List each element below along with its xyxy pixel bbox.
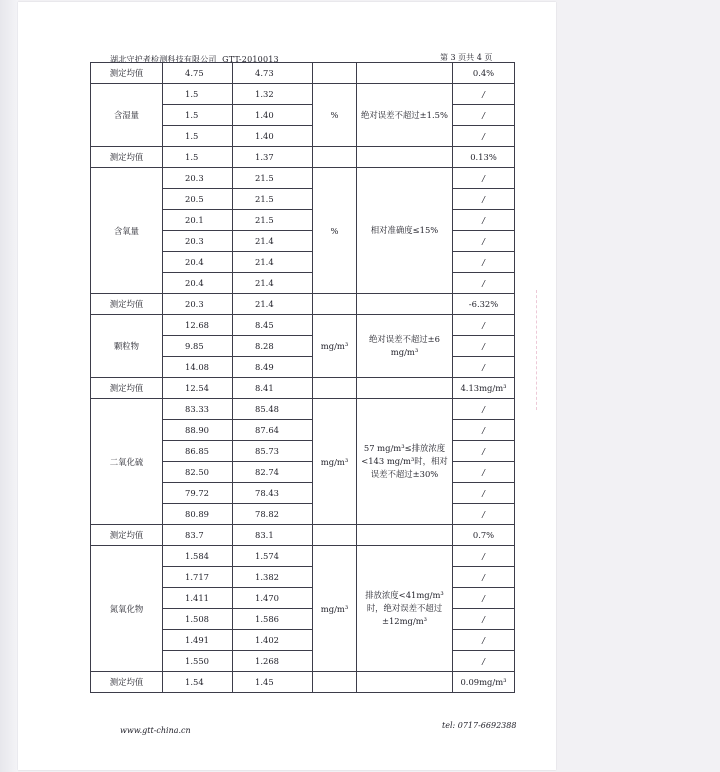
reference-value: 1.54	[163, 672, 233, 693]
measured-value: 1.470	[233, 588, 313, 609]
parameter-name: 含湿量	[91, 84, 163, 147]
reference-value: 86.85	[163, 441, 233, 462]
result-cell: /	[453, 84, 515, 105]
reference-value: 80.89	[163, 504, 233, 525]
measured-value: 1.40	[233, 105, 313, 126]
measured-value: 85.48	[233, 399, 313, 420]
measured-value: 78.82	[233, 504, 313, 525]
average-label: 测定均值	[91, 525, 163, 546]
reference-value: 20.3	[163, 294, 233, 315]
result-cell: /	[453, 357, 515, 378]
result-value: 0.7%	[453, 525, 515, 546]
result-cell: /	[453, 441, 515, 462]
reference-value: 1.584	[163, 546, 233, 567]
measured-value: 4.73	[233, 63, 313, 84]
reference-value: 1.5	[163, 126, 233, 147]
edge-stamp-mark	[536, 290, 563, 410]
reference-value: 4.75	[163, 63, 233, 84]
measured-value: 83.1	[233, 525, 313, 546]
unit-cell-empty	[313, 672, 357, 693]
unit-cell-empty	[313, 63, 357, 84]
unit-cell-empty	[313, 525, 357, 546]
result-cell: /	[453, 630, 515, 651]
requirement-cell-empty	[357, 672, 453, 693]
measured-value: 1.574	[233, 546, 313, 567]
reference-value: 20.3	[163, 168, 233, 189]
result-cell: /	[453, 126, 515, 147]
result-cell: /	[453, 504, 515, 525]
footer-telephone: tel: 0717-6692388	[442, 721, 517, 730]
measured-value: 21.5	[233, 210, 313, 231]
average-row	[91, 525, 515, 546]
measured-value: 21.4	[233, 273, 313, 294]
unit-cell-empty	[313, 294, 357, 315]
reference-value: 1.491	[163, 630, 233, 651]
result-cell: /	[453, 483, 515, 504]
requirement-cell: 排放浓度<41mg/m³时，绝对误差不超过±12mg/m³	[357, 546, 453, 672]
reference-value: 83.33	[163, 399, 233, 420]
reference-value: 12.54	[163, 378, 233, 399]
measured-value: 21.5	[233, 189, 313, 210]
result-cell: /	[453, 567, 515, 588]
reference-value: 20.1	[163, 210, 233, 231]
result-cell: /	[453, 189, 515, 210]
result-cell: /	[453, 399, 515, 420]
result-value: 0.4%	[453, 63, 515, 84]
measured-value: 1.32	[233, 84, 313, 105]
requirement-cell-empty	[357, 63, 453, 84]
company-name: 湖北守护者检测科技有限公司	[110, 55, 217, 64]
measured-value: 82.74	[233, 462, 313, 483]
table-row	[91, 315, 515, 336]
measurement-table	[90, 62, 515, 693]
parameter-name: 氮氧化物	[91, 546, 163, 672]
average-label: 测定均值	[91, 294, 163, 315]
result-value: 0.13%	[453, 147, 515, 168]
reference-value: 1.717	[163, 567, 233, 588]
unit-cell: mg/m³	[313, 315, 357, 378]
result-cell: /	[453, 210, 515, 231]
result-value: -6.32%	[453, 294, 515, 315]
reference-value: 1.550	[163, 651, 233, 672]
requirement-cell-empty	[357, 294, 453, 315]
footer-website: www.gtt-china.cn	[120, 726, 191, 735]
average-row	[91, 147, 515, 168]
parameter-name: 二氧化硫	[91, 399, 163, 525]
average-row	[91, 672, 515, 693]
measured-value: 8.28	[233, 336, 313, 357]
result-cell: /	[453, 462, 515, 483]
average-label: 测定均值	[91, 672, 163, 693]
requirement-cell-empty	[357, 147, 453, 168]
reference-value: 20.5	[163, 189, 233, 210]
reference-value: 20.4	[163, 273, 233, 294]
unit-cell: mg/m³	[313, 546, 357, 672]
measured-value: 8.49	[233, 357, 313, 378]
requirement-cell: 相对准确度≤15%	[357, 168, 453, 294]
unit-cell: %	[313, 84, 357, 147]
measured-value: 1.37	[233, 147, 313, 168]
unit-cell: mg/m³	[313, 399, 357, 525]
reference-value: 88.90	[163, 420, 233, 441]
measured-value: 1.40	[233, 126, 313, 147]
reference-value: 20.3	[163, 231, 233, 252]
parameter-name: 颗粒物	[91, 315, 163, 378]
reference-value: 79.72	[163, 483, 233, 504]
measured-value: 8.45	[233, 315, 313, 336]
result-cell: /	[453, 420, 515, 441]
average-row	[91, 63, 515, 84]
result-cell: /	[453, 588, 515, 609]
result-cell: /	[453, 105, 515, 126]
requirement-cell: 绝对误差不超过±6 mg/m³	[357, 315, 453, 378]
average-label: 测定均值	[91, 63, 163, 84]
reference-value: 1.5	[163, 105, 233, 126]
measured-value: 1.268	[233, 651, 313, 672]
table-row	[91, 399, 515, 420]
measured-value: 8.41	[233, 378, 313, 399]
average-row	[91, 294, 515, 315]
result-cell: /	[453, 168, 515, 189]
table-row	[91, 84, 515, 105]
reference-value: 1.5	[163, 84, 233, 105]
average-label: 测定均值	[91, 378, 163, 399]
reference-value: 1.508	[163, 609, 233, 630]
result-cell: /	[453, 651, 515, 672]
result-value: 0.09mg/m³	[453, 672, 515, 693]
reference-value: 9.85	[163, 336, 233, 357]
result-cell: /	[453, 231, 515, 252]
document-number: GTT-2010013	[222, 55, 279, 64]
result-value: 4.13mg/m³	[453, 378, 515, 399]
page-fold-shadow	[0, 0, 18, 772]
reference-value: 20.4	[163, 252, 233, 273]
measured-value: 1.586	[233, 609, 313, 630]
result-cell: /	[453, 273, 515, 294]
result-cell: /	[453, 609, 515, 630]
reference-value: 14.08	[163, 357, 233, 378]
measured-value: 21.4	[233, 252, 313, 273]
table-row	[91, 546, 515, 567]
reference-value: 83.7	[163, 525, 233, 546]
measured-value: 21.5	[233, 168, 313, 189]
unit-cell: %	[313, 168, 357, 294]
requirement-cell-empty	[357, 525, 453, 546]
result-cell: /	[453, 336, 515, 357]
unit-cell-empty	[313, 378, 357, 399]
measured-value: 1.402	[233, 630, 313, 651]
result-cell: /	[453, 252, 515, 273]
measured-value: 21.4	[233, 231, 313, 252]
average-label: 测定均值	[91, 147, 163, 168]
measured-value: 78.43	[233, 483, 313, 504]
measured-value: 87.64	[233, 420, 313, 441]
measured-value: 21.4	[233, 294, 313, 315]
requirement-cell: 57 mg/m³≤排放浓度<143 mg/m³时，相对误差不超过±30%	[357, 399, 453, 525]
reference-value: 82.50	[163, 462, 233, 483]
reference-value: 1.5	[163, 147, 233, 168]
table-row	[91, 168, 515, 189]
page-indicator: 第 3 页共 4 页	[440, 53, 493, 62]
requirement-cell: 绝对误差不超过±1.5%	[357, 84, 453, 147]
reference-value: 1.411	[163, 588, 233, 609]
measured-value: 1.382	[233, 567, 313, 588]
reference-value: 12.68	[163, 315, 233, 336]
result-cell: /	[453, 315, 515, 336]
requirement-cell-empty	[357, 378, 453, 399]
average-row	[91, 378, 515, 399]
parameter-name: 含氧量	[91, 168, 163, 294]
measured-value: 85.73	[233, 441, 313, 462]
unit-cell-empty	[313, 147, 357, 168]
result-cell: /	[453, 546, 515, 567]
measured-value: 1.45	[233, 672, 313, 693]
